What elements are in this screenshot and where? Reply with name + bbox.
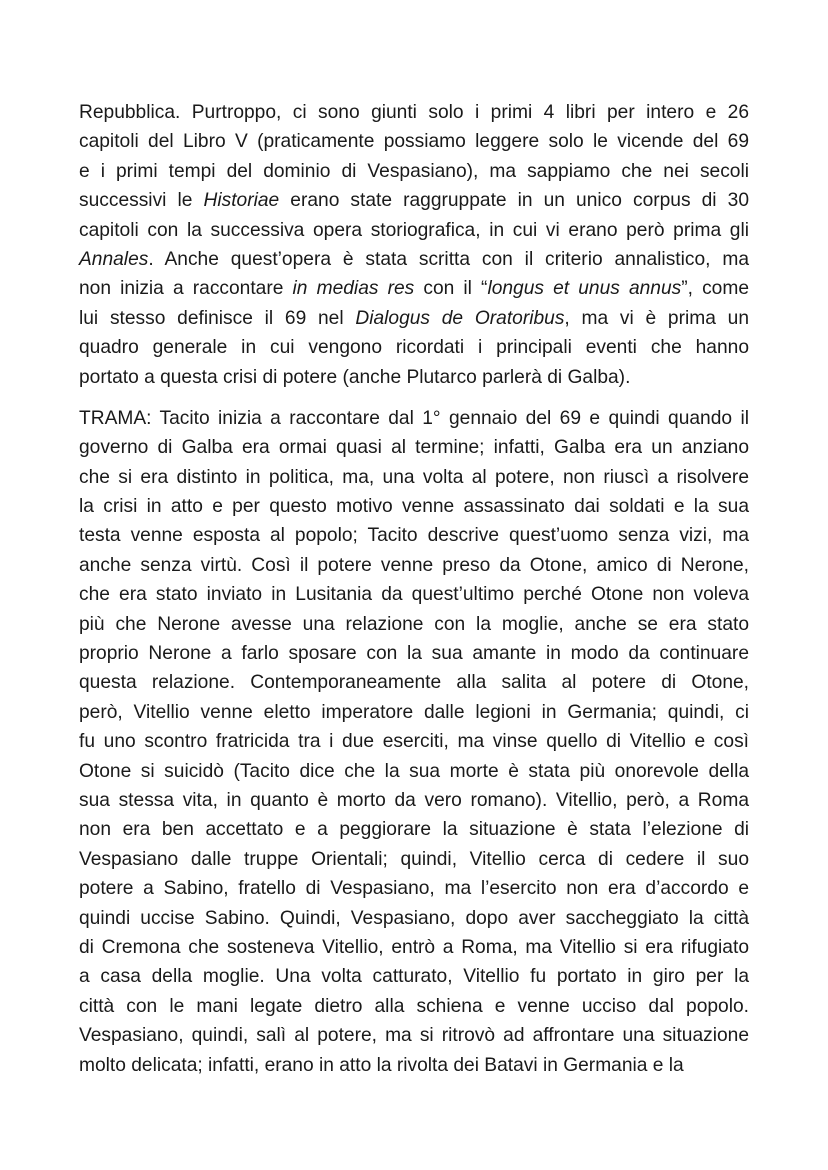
text-run: successivi le	[79, 190, 204, 212]
text-line	[79, 668, 749, 697]
text-run: però, Vitellio venne eletto imperatore dalle legioni in Germania; quindi, ci	[79, 701, 749, 723]
text-line	[79, 333, 749, 362]
paragraph	[79, 404, 749, 1080]
text-run: fu uno scontro fratricida tra i due eserciti, ma vinse quello di Vitellio e così	[79, 731, 749, 753]
text-line	[79, 992, 749, 1021]
text-run: quadro generale in cui vengono ricordati i principali eventi che hanno	[79, 337, 749, 359]
text-run: portato a questa crisi di potere (anche Plutarco parlerà di Galba).	[79, 366, 631, 388]
text-run: che si era distinto in politica, ma, una volta al potere, non riuscì a risolvere	[79, 466, 749, 488]
text-line	[79, 521, 749, 550]
text-run: capitoli con la successiva opera storiografica, in cui vi erano però prima gli	[79, 219, 749, 241]
text-run: TRAMA: Tacito inizia a raccontare dal 1° gennaio del 69 e quindi quando il	[79, 407, 749, 429]
text-line	[79, 610, 749, 639]
text-line	[79, 786, 749, 815]
text-line	[79, 551, 749, 580]
text-line	[79, 216, 749, 245]
text-line	[79, 1021, 749, 1050]
text-run: erano state raggruppate in un unico corpus di 30	[279, 190, 749, 212]
text-run: non era ben accettato e a peggiorare la situazione è stata l’elezione di	[79, 819, 749, 841]
text-line	[79, 463, 749, 492]
text-line	[79, 962, 749, 991]
text-run: molto delicata; infatti, erano in atto la rivolta dei Batavi in Germania e la	[79, 1054, 684, 1076]
text-line	[79, 157, 749, 186]
text-run: anche senza virtù. Così il potere venne preso da Otone, amico di Nerone,	[79, 554, 749, 576]
italic-text: Annales	[79, 248, 149, 270]
document-body	[79, 98, 749, 1080]
text-run: Otone si suicidò (Tacito dice che la sua morte è stata più onorevole della	[79, 760, 749, 782]
text-line	[79, 186, 749, 215]
text-run: Repubblica. Purtroppo, ci sono giunti solo i primi 4 libri per intero e 26	[79, 102, 749, 123]
text-line	[79, 580, 749, 609]
text-line	[79, 304, 749, 333]
text-line	[79, 274, 749, 303]
text-run: e i primi tempi del dominio di Vespasiano), ma sappiamo che nei secoli	[79, 160, 749, 182]
text-run: la crisi in atto e per questo motivo venne assassinato dai soldati e la sua	[79, 496, 749, 518]
text-line	[79, 127, 749, 156]
text-run: di Cremona che sosteneva Vitellio, entrò a Roma, ma Vitellio si era rifugiato	[79, 936, 749, 958]
text-run: che era stato inviato in Lusitania da quest’ultimo perché Otone non voleva	[79, 584, 749, 606]
text-line	[79, 404, 749, 433]
text-line	[79, 904, 749, 933]
text-run: città con le mani legate dietro alla schiena e venne ucciso dal popolo.	[79, 995, 749, 1017]
paragraph	[79, 98, 749, 392]
text-line	[79, 245, 749, 274]
text-run: , ma vi è prima un	[564, 307, 749, 329]
text-line	[79, 433, 749, 462]
text-line	[79, 757, 749, 786]
text-run: lui stesso definisce il 69 nel	[79, 307, 356, 329]
text-line	[79, 815, 749, 844]
text-run: sua stessa vita, in quanto è morto da vero romano). Vitellio, però, a Roma	[79, 789, 749, 811]
italic-text: Historiae	[203, 190, 280, 212]
text-run: questa relazione. Contemporaneamente alla salita al potere di Otone,	[79, 672, 749, 694]
text-run: testa venne esposta al popolo; Tacito descrive quest’uomo senza vizi, ma	[79, 525, 749, 547]
text-run: proprio Nerone a farlo sposare con la sua amante in modo da continuare	[79, 643, 749, 665]
text-run: Vespasiano, quindi, salì al potere, ma si ritrovò ad affrontare una situazione	[79, 1025, 749, 1047]
text-line	[79, 492, 749, 521]
text-line	[79, 845, 749, 874]
text-line	[79, 874, 749, 903]
text-line	[79, 933, 749, 962]
italic-text: longus et unus annus	[487, 278, 682, 300]
text-run: a casa della moglie. Una volta catturato, Vitellio fu portato in giro per la	[79, 966, 749, 988]
text-run: capitoli del Libro V (praticamente possiamo leggere solo le vicende del 69	[79, 131, 749, 153]
text-run: con il “	[414, 278, 488, 300]
text-line	[79, 698, 749, 727]
text-run: quindi uccise Sabino. Quindi, Vespasiano, dopo aver saccheggiato la città	[79, 907, 749, 929]
text-run: Vespasiano dalle truppe Orientali; quindi, Vitellio cerca di cedere il suo	[79, 848, 749, 870]
text-run: . Anche quest’opera è stata scritta con il criterio annalistico, ma	[148, 248, 749, 270]
text-run: potere a Sabino, fratello di Vespasiano, ma l’esercito non era d’accordo e	[79, 878, 749, 900]
text-run: non inizia a raccontare	[79, 278, 293, 300]
italic-text: in medias res	[292, 278, 415, 300]
text-run: più che Nerone avesse una relazione con la moglie, anche se era stato	[79, 613, 749, 635]
text-run: governo di Galba era ormai quasi al termine; infatti, Galba era un anziano	[79, 437, 749, 459]
text-line	[79, 727, 749, 756]
italic-text: Dialogus de Oratoribus	[355, 307, 565, 329]
text-run: ”, come	[681, 278, 750, 300]
text-line	[79, 363, 749, 392]
text-line	[79, 98, 749, 127]
text-line	[79, 639, 749, 668]
text-line	[79, 1051, 749, 1080]
